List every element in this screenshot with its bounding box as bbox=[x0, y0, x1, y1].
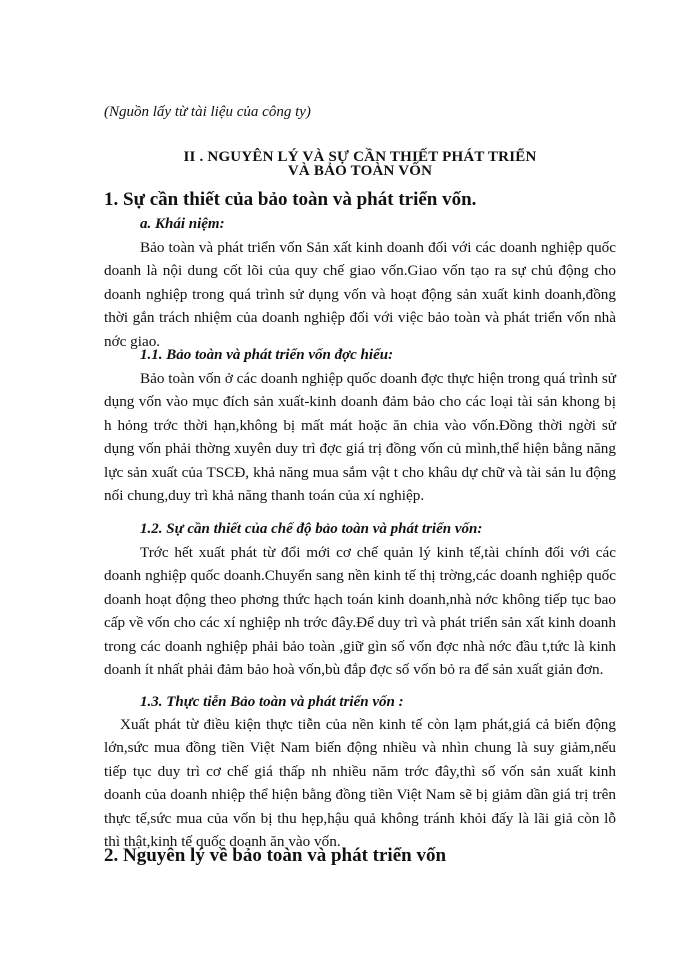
section-title-line2: VÀ BẢO TOÀN VỐN bbox=[287, 163, 433, 179]
source-note: (Nguồn lấy từ tài liệu của công ty) bbox=[104, 104, 311, 120]
subheading-1-2: 1.2. Sự cần thiết của chế độ bảo toàn và phát triển vốn: bbox=[140, 521, 483, 537]
subheading-a: a. Khái niệm: bbox=[140, 216, 225, 232]
section-title bbox=[100, 150, 620, 178]
paragraph-1-3: Xuất phát từ điều kiện thực tiễn của nền kinh tế còn lạm phát,giá cả biến động lớn,sức mua đồng tiền Việt Nam biến động nhiều và nhìn chung là suy giảm,nếu tiếp tục duy trì cơ chế giá thấp nh nhiều năm trớc đây,thì số vốn sản xuất kinh doanh của doanh nhiệp thể hiện bằng đồng tiền Việt Nam sẽ bị giảm dần giá trị trên thực tế,sức mua của vốn bị thu hẹp,hậu quả không tránh khỏi đấy là lãi giả còn lỗ thì thật,kinh tế quốc doanh ăn vào vốn. bbox=[104, 716, 616, 851]
paragraph-a: Bảo toàn và phát triển vốn Sản xất kinh doanh đối với các doanh nghiệp quốc doanh là nội dung cốt lõi của quy chế giao vốn.Giao vốn tạo ra sự chủ động cho doanh nghiệp trong quá trình sử dụng vốn và hoạt động sản xuất kinh doanh,đồng thời gắn trách nhiệm của doanh nghiệp đối với việc bảo toàn và phát triển vốn nhà nớc giao. bbox=[104, 239, 616, 350]
subheading-1-3: 1.3. Thực tiễn Bảo toàn và phát triển vốn : bbox=[140, 694, 404, 710]
paragraph-1-1: Bảo toàn vốn ở các doanh nghiệp quốc doanh đợc thực hiện trong quá trình sử dụng vốn vào mục đích sản xuất-kinh doanh đảm bảo cho các loại tài sản khong bị h hỏng trớc thời hạn,không bị mất mát hoặc ăn chia vào vốn.Đồng thời ngời sử dụng vốn phải thờng xuyên duy trì đợc giá trị đồng vốn củ mình,thể hiện bằng năng lực sản xuất của TSCĐ, khả năng mua sắm vật t cho khâu dự chữ và tài sản lu động nối chung,duy trì khả năng thanh toán của xí nghiệp. bbox=[104, 370, 616, 505]
paragraph-1-2: Trớc hết xuất phát từ đổi mới cơ chế quản lý kinh tế,tài chính đối với các doanh nghiệp quốc doanh.Chuyển sang nền kinh tế thị trờng,các doanh nghiệp quốc doanh hoạt động theo phơng thức hạch toán kinh doanh,nhà nớc không tiếp tục bao cấp về vốn cho các xí nghiệp nh trớc đây.Để duy trì và phát triển sản xất kinh doanh trong các doanh nghiệp phải bảo toàn ,giữ gìn số vốn đợc nhà nớc đầu t,tức là kinh doanh ít nhất phải đảm bảo hoà vốn,bù đắp đợc số vốn bỏ ra để sản xuất giản đơn. bbox=[104, 544, 616, 679]
heading-2: 2. Nguyên lý về bảo toàn và phát triển vốn bbox=[104, 845, 447, 866]
subheading-1-1: 1.1. Bảo toàn và phát triển vốn đợc hiểu: bbox=[140, 347, 394, 363]
section-title-line1: II . NGUYÊN LÝ VÀ SỰ CẦN THIẾT PHÁT TRIỂN bbox=[183, 149, 537, 165]
heading-1: 1. Sự cần thiết của bảo toàn và phát triển vốn. bbox=[104, 189, 477, 210]
